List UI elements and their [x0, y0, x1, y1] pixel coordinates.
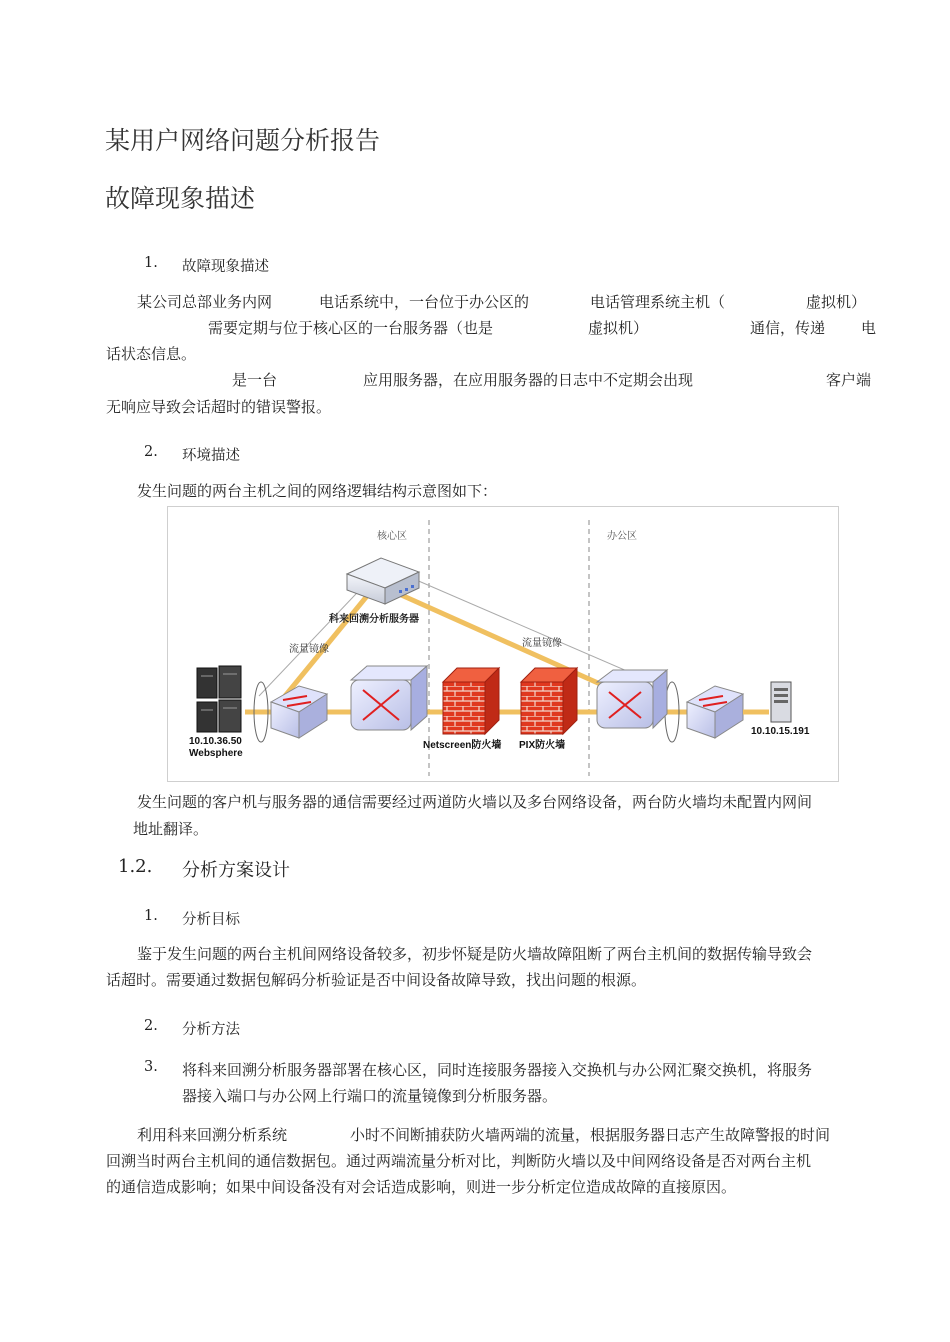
s1-p1-a: 某公司总部业务内网 — [137, 293, 273, 311]
s1-p2-a: 需要定期与位于核心区的一台服务器（也是 — [208, 319, 494, 337]
s1-p4-b: 应用服务器，在应用服务器的日志中不定期会出现 — [363, 371, 694, 389]
use-p3: 的通信造成影响；如果中间设备没有对会话造成影响，则进一步分析定位造成故障的直接原因。 — [106, 1178, 737, 1196]
server-ip-label: 10.10.36.50 — [189, 736, 242, 747]
core-switch-icon — [351, 666, 427, 730]
s2-after-2: 地址翻译。 — [133, 820, 209, 838]
s1-p2-b: 虚拟机） — [588, 319, 649, 337]
client-pc-icon — [771, 682, 791, 722]
goal-number: 1. — [144, 908, 158, 924]
fw2-label: PIX防火墙 — [519, 740, 566, 751]
network-diagram — [167, 506, 839, 782]
s2-heading: 环境描述 — [182, 448, 240, 464]
mirror-label-right: 流量镜像 — [522, 638, 562, 649]
diagram-frame — [168, 507, 839, 782]
doc-title: 某用户网络问题分析报告 — [105, 126, 381, 155]
step3-p2: 器接入端口与办公网上行端口的流量镜像到分析服务器。 — [182, 1087, 558, 1105]
s1-p3: 话状态信息。 — [106, 345, 197, 363]
s12-number: 1.2. — [118, 856, 153, 877]
goal-p2: 话超时。需要通过数据包解码分析验证是否中间设备故障导致，找出问题的根源。 — [106, 971, 647, 989]
client-ip-label: 10.10.15.191 — [751, 726, 810, 737]
s1-p1-b: 电话系统中，一台位于办公区的 — [319, 293, 530, 311]
s1-p2-c: 通信，传递 — [750, 319, 826, 337]
fw1-label: Netscreen防火墙 — [423, 740, 502, 751]
method-number: 2. — [144, 1018, 158, 1034]
s1-p2-d: 电 — [861, 319, 877, 337]
goal-p1: 鉴于发生问题的两台主机间网络设备较多，初步怀疑是防火墙故障阻断了两台主机间的数据传输导致会 — [137, 945, 813, 963]
s1-number: 1. — [144, 255, 158, 271]
s1-p1-c: 电话管理系统主机（ — [590, 293, 726, 311]
zone-core-label: 核心区 — [377, 531, 407, 542]
s2-intro: 发生问题的两台主机之间的网络逻辑结构示意图如下： — [137, 482, 498, 500]
use-p1-b: 小时不间断捕获防火墙两端的流量，根据服务器日志产生故障警报的时间 — [350, 1126, 831, 1144]
s1-heading: 故障现象描述 — [182, 259, 269, 275]
zone-office-label: 办公区 — [607, 531, 637, 542]
s2-after-1: 发生问题的客户机与服务器的通信需要经过两道防火墙以及多台网络设备，两台防火墙均未配置内网间 — [137, 793, 813, 811]
step3-p1: 将科来回溯分析服务器部署在核心区，同时连接服务器接入交换机与办公网汇聚交换机，将服务 — [182, 1061, 813, 1079]
analysis-server-label: 科来回溯分析服务器 — [329, 614, 419, 625]
server-app-label: Websphere — [189, 748, 243, 759]
s1-p4-a: 是一台 — [232, 371, 278, 389]
s1-p4-c: 客户端 — [826, 371, 872, 389]
section-title: 故障现象描述 — [105, 184, 256, 213]
use-p1-a: 利用科来回溯分析系统 — [137, 1126, 288, 1144]
office-aggregation-switch-icon — [597, 670, 667, 728]
mirror-label-left: 流量镜像 — [289, 644, 329, 655]
step3-number: 3. — [144, 1059, 158, 1075]
s12-heading: 分析方案设计 — [182, 860, 290, 881]
goal-heading: 分析目标 — [182, 912, 240, 928]
pix-firewall-icon — [521, 668, 577, 734]
method-heading: 分析方法 — [182, 1022, 240, 1038]
s1-p1-d: 虚拟机） — [806, 293, 867, 311]
s2-number: 2. — [144, 444, 158, 460]
s1-p5: 无响应导致会话超时的错误警报。 — [106, 398, 332, 416]
use-p2: 回溯当时两台主机间的通信数据包。通过两端流量分析对比，判断防火墙以及中间网络设备是否对两台主机 — [106, 1152, 812, 1170]
netscreen-firewall-icon — [443, 668, 499, 734]
